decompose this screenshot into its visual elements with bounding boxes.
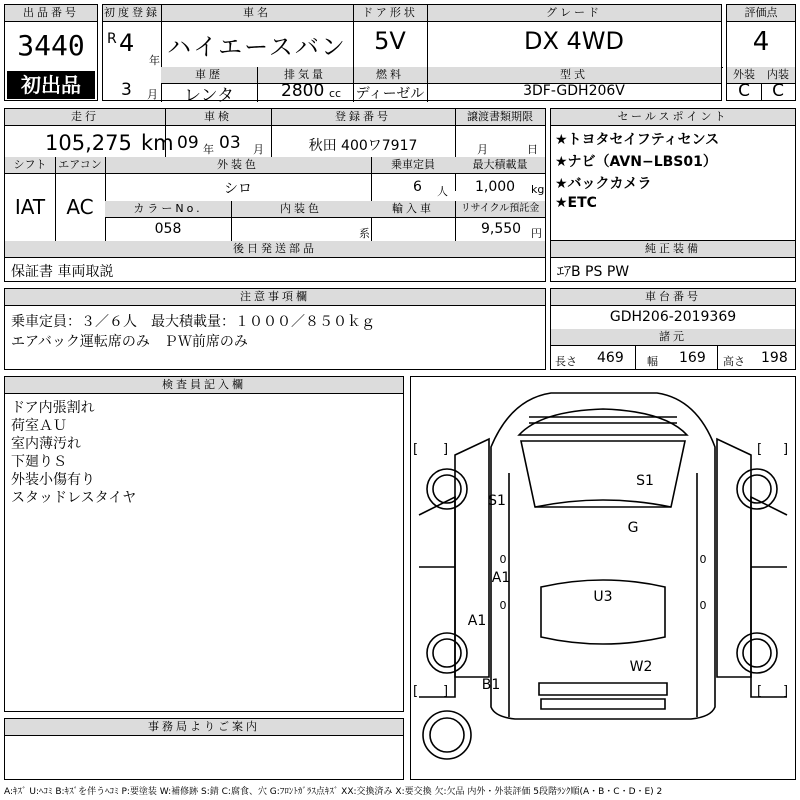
lot-box bbox=[4, 4, 98, 101]
capacity-unit: 人 bbox=[437, 185, 448, 198]
notes-label: 注意事項欄 bbox=[5, 289, 545, 306]
inspector-line: ドア内張割れ bbox=[11, 400, 95, 416]
inspection-year-unit: 年 bbox=[203, 143, 214, 156]
lot-number: 3440 bbox=[17, 29, 85, 62]
damage-mark: G bbox=[627, 520, 639, 536]
inspection-year: 09 bbox=[177, 133, 199, 153]
svg-text:]: ] bbox=[783, 684, 789, 699]
inspector-box bbox=[4, 376, 404, 712]
mileage-label: 走行 bbox=[5, 109, 165, 126]
office-box bbox=[4, 718, 404, 780]
zero-mark: 0 bbox=[699, 599, 707, 612]
selling-point-item: ★バックカメラ bbox=[555, 176, 652, 192]
top-info-table bbox=[102, 4, 722, 106]
equipment-label: 純正装備 bbox=[551, 241, 795, 258]
office-label: 事務局よりご案内 bbox=[5, 719, 403, 736]
dims-height-label: 高さ bbox=[723, 355, 745, 368]
zero-mark: 0 bbox=[499, 599, 507, 612]
inspector-line: 荷室ＡＵ bbox=[11, 418, 67, 434]
damage-mark: U3 bbox=[593, 589, 613, 605]
inspection-month: 03 bbox=[219, 133, 241, 153]
aircon-label: エアコン bbox=[55, 157, 105, 174]
first-reg-year-unit: 年 bbox=[149, 54, 160, 67]
inspector-line: 外装小傷有り bbox=[11, 472, 95, 488]
chassis-value: GDH206-2019369 bbox=[609, 309, 737, 325]
max-load-value: 1,000 bbox=[475, 179, 516, 195]
rating-int-value: C bbox=[772, 81, 784, 101]
car-outline-diagram bbox=[411, 377, 795, 779]
selling-point-item: ★ETC bbox=[555, 195, 597, 211]
inspector-line: 下廻りＳ bbox=[11, 454, 67, 470]
color-no-label: カラーNo. bbox=[105, 201, 231, 218]
chassis-box bbox=[550, 288, 796, 370]
damage-mark: A1 bbox=[491, 570, 511, 586]
capacity-value: 6 bbox=[413, 179, 422, 195]
dims-width-label: 幅 bbox=[647, 355, 658, 368]
svg-text:]: ] bbox=[783, 442, 789, 457]
dims-width: 169 bbox=[679, 350, 706, 366]
first-reg-label: 初度登録 bbox=[103, 5, 161, 22]
import-label: 輸入車 bbox=[371, 201, 455, 218]
inspection-month-unit: 月 bbox=[253, 143, 264, 156]
ext-color-value: シロ bbox=[224, 181, 252, 197]
inspector-line: 室内薄汚れ bbox=[11, 436, 81, 452]
registration-value: 秋田 400ワ7917 bbox=[308, 138, 418, 154]
selling-point-item: ★ナビ（AVN−LBS01） bbox=[555, 154, 717, 170]
shift-label: シフト bbox=[5, 157, 55, 174]
model-code-label: 型式 bbox=[427, 67, 721, 84]
color-no-value: 058 bbox=[154, 221, 182, 237]
dims-height: 198 bbox=[761, 350, 788, 366]
rating-label: 評価点 bbox=[727, 5, 795, 22]
selling-point-item: ★トヨタセイフティセンス bbox=[555, 132, 720, 148]
equipment-box bbox=[550, 240, 796, 282]
car-diagram bbox=[410, 376, 796, 780]
transfer-deadline-label: 譲渡書類期限 bbox=[455, 109, 545, 126]
damage-mark: W2 bbox=[629, 659, 653, 675]
notes-line: エアバック運転席のみ ＰＷ前席のみ bbox=[11, 334, 248, 350]
int-color-label: 内装色 bbox=[231, 201, 371, 218]
grade-value: DX 4WD bbox=[523, 27, 625, 55]
selling-points-label: セールスポイント bbox=[551, 109, 795, 126]
rating-int-label: 内装 bbox=[761, 67, 795, 84]
zero-mark: 0 bbox=[499, 553, 507, 566]
first-reg-era: R bbox=[107, 31, 117, 47]
zero-mark: 0 bbox=[699, 553, 707, 566]
mileage-value: 105,275 bbox=[45, 131, 132, 155]
svg-text:]: ] bbox=[443, 442, 449, 457]
legend-text: A:ｷｽﾞ U:ﾍｺﾐ B:ｷｽﾞを伴うﾍｺﾐ P:要塗装 W:補修跡 S:錆 C:腐食、穴 G:ﾌﾛﾝﾄｶﾞﾗｽ点ｷｽﾞ XX:交換済み X:要交換 欠:欠品 内外・外装評価 5段階ﾗﾝｸ順(A・B・C・D・E) 2 bbox=[4, 787, 663, 797]
doors-value: 5V bbox=[374, 27, 406, 55]
notes-line: 乗車定員：３／６人 最大積載量：１０００／８５０ｋｇ bbox=[11, 314, 375, 330]
rating-ext-value: C bbox=[738, 81, 750, 101]
later-parts-value: 保証書 車両取説 bbox=[11, 264, 114, 280]
grade-label: グレード bbox=[427, 5, 721, 22]
fuel-value: ディーゼル bbox=[355, 86, 425, 102]
shift-value: IAT bbox=[14, 195, 46, 219]
car-name-label: 車名 bbox=[161, 5, 353, 22]
later-parts-label: 後日発送部品 bbox=[5, 241, 545, 258]
aircon-value: AC bbox=[66, 195, 94, 219]
notes-box bbox=[4, 288, 546, 370]
selling-points-box bbox=[550, 108, 796, 242]
recycle-label: リサイクル預託金 bbox=[455, 201, 545, 218]
displacement-label: 排気量 bbox=[257, 67, 353, 84]
inspector-label: 検査員記入欄 bbox=[5, 377, 403, 394]
equipment-value: ｴｱB PS PW bbox=[557, 264, 630, 280]
damage-mark: S1 bbox=[636, 473, 654, 489]
svg-text:[: [ bbox=[757, 442, 763, 457]
first-reg-year: 4 bbox=[119, 29, 135, 57]
lot-label: 出品番号 bbox=[5, 5, 97, 22]
inspector-line: スタッドレスタイヤ bbox=[11, 490, 137, 506]
dims-label: 諸元 bbox=[551, 329, 795, 346]
dims-length-label: 長さ bbox=[555, 355, 577, 368]
recycle-value: 9,550 bbox=[481, 221, 522, 237]
first-reg-month-unit: 月 bbox=[147, 88, 158, 101]
svg-text:[: [ bbox=[413, 442, 419, 457]
model-code-value: 3DF-GDH206V bbox=[523, 83, 625, 99]
transfer-day-unit: 日 bbox=[527, 143, 538, 156]
chassis-label: 車台番号 bbox=[551, 289, 795, 306]
capacity-label: 乗車定員 bbox=[371, 157, 455, 174]
displacement-unit: cc bbox=[329, 87, 342, 100]
damage-mark: B1 bbox=[481, 677, 501, 693]
max-load-label: 最大積載量 bbox=[455, 157, 545, 174]
first-listing-badge-text: 初出品 bbox=[21, 73, 81, 97]
rating-box bbox=[726, 4, 796, 101]
rating-value: 4 bbox=[752, 27, 770, 57]
ext-color-label: 外装色 bbox=[105, 157, 371, 174]
first-reg-month: 3 bbox=[121, 80, 132, 100]
inspection-label: 車検 bbox=[165, 109, 271, 126]
transfer-month-unit: 月 bbox=[477, 143, 488, 156]
damage-mark: S1 bbox=[488, 493, 506, 509]
doors-label: ドア形状 bbox=[353, 5, 427, 22]
spec-table bbox=[4, 108, 546, 282]
car-name-value: ハイエースバン bbox=[167, 33, 347, 61]
max-load-unit: kg bbox=[531, 183, 545, 196]
rating-ext-label: 外装 bbox=[727, 67, 761, 84]
recycle-unit: 円 bbox=[531, 227, 542, 240]
svg-text:[: [ bbox=[413, 684, 419, 699]
registration-label: 登録番号 bbox=[271, 109, 455, 126]
dims-length: 469 bbox=[597, 350, 624, 366]
svg-text:]: ] bbox=[443, 684, 449, 699]
displacement-value: 2800 bbox=[281, 81, 325, 101]
history-value: レンタ bbox=[184, 86, 234, 106]
svg-text:[: [ bbox=[757, 684, 763, 699]
fuel-label: 燃料 bbox=[353, 67, 427, 84]
damage-mark: A1 bbox=[467, 613, 487, 629]
history-label: 車歴 bbox=[161, 67, 257, 84]
mileage-unit: km bbox=[141, 131, 174, 155]
int-color-unit: 系 bbox=[359, 227, 370, 240]
